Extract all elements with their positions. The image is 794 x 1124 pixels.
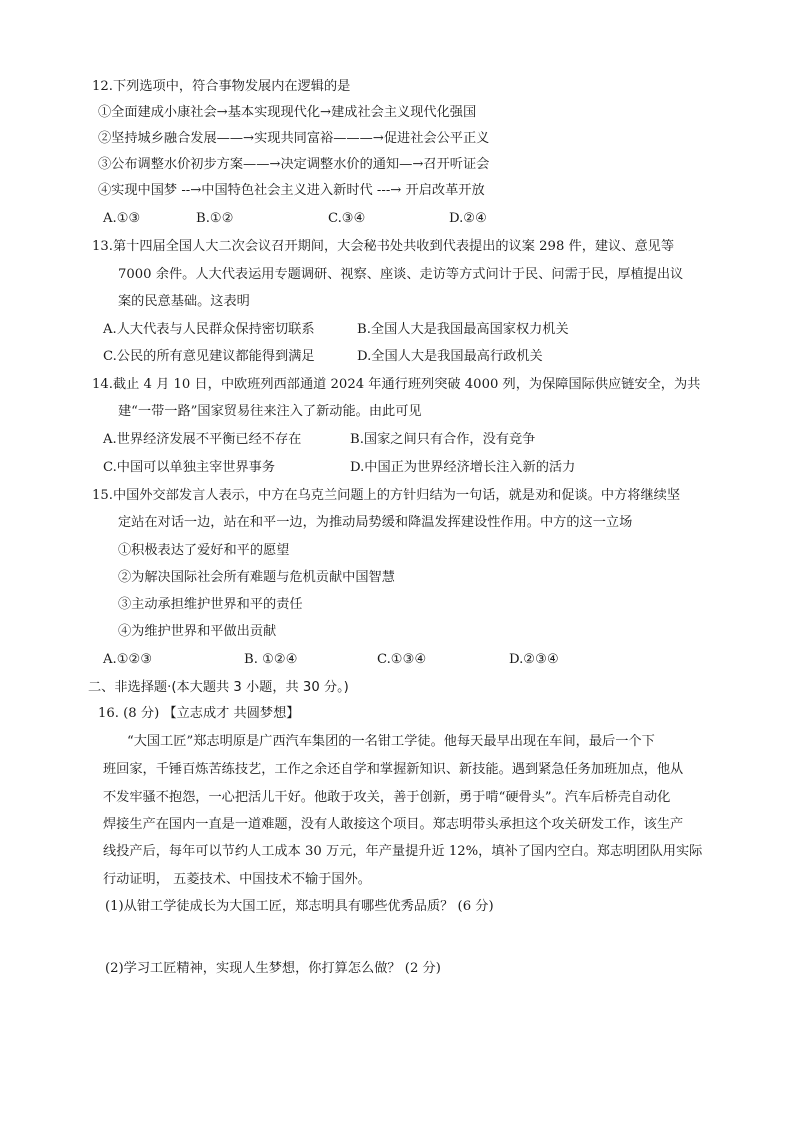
q14-stem-line-2: 建“一带一路”国家贸易往来注入了新动能。由此可见 [118, 404, 422, 419]
q13-option-b: B.全国人大是我国最高国家权力机关 [357, 322, 569, 337]
q16-passage-line-1: “大国工匠”郑志明原是广西汽车集团的一名钳工学徒。他每天最早出现在车间，最后一个下 [127, 734, 655, 749]
q12-item-2: ②坚持城乡融合发展——→实现共同富裕———→促进社会公平正义 [98, 131, 490, 146]
q16-subquestion-2: (2)学习工匠精神，实现人生梦想，你打算怎么做？ (2 分) [105, 961, 441, 976]
q13-stem-line-3: 案的民意基础。这表明 [118, 294, 250, 309]
q15-item-3: ③主动承担维护世界和平的责任 [118, 597, 303, 612]
q12-item-1: ①全面建成小康社会→基本实现现代化→建成社会主义现代化强国 [98, 105, 477, 120]
q14-option-d: D.中国正为世界经济增长注入新的活力 [350, 460, 576, 475]
q15-stem-line-1: 15.中国外交部发言人表示，中方在乌克兰问题上的方针归结为一句话，就是劝和促谈。中方将继续坚 [92, 488, 681, 503]
q13-option-c: C.公民的所有意见建议都能得到满足 [103, 349, 315, 364]
q15-option-b: B. ①②④ [244, 652, 298, 667]
q14-option-b: B.国家之间只有合作，没有竞争 [350, 432, 536, 447]
q13-stem-line-2: 7000 余件。人大代表运用专题调研、视察、座谈、走访等方式问计于民、问需于民，厚植提出议 [118, 267, 684, 282]
q15-item-4: ④为维护世界和平做出贡献 [118, 624, 277, 639]
q15-item-1: ①积极表达了爱好和平的愿望 [118, 543, 290, 558]
q15-option-c: C.①③④ [377, 652, 427, 667]
q14-option-c: C.中国可以单独主宰世界事务 [103, 460, 276, 475]
q14-option-a: A.世界经济发展不平衡已经不存在 [103, 432, 302, 447]
q13-stem-line-1: 13.第十四届全国人大二次会议召开期间，大会秘书处共收到代表提出的议案 298 件，建议、意见等 [92, 239, 675, 254]
q16-passage-line-6: 行动证明， 五菱技术、中国技术不输于国外。 [103, 872, 371, 887]
q13-option-a: A.人大代表与人民群众保持密切联系 [103, 322, 315, 337]
q12-option-b: B.①② [196, 211, 234, 226]
q15-option-d: D.②③④ [509, 652, 559, 667]
q12-item-3: ③公布调整水价初步方案——→决定调整水价的通知—→召开听证会 [98, 157, 490, 172]
q16-subquestion-1: (1)从钳工学徒成长为大国工匠，郑志明具有哪些优秀品质？ (6 分) [105, 899, 494, 914]
q15-stem-line-2: 定站在对话一边，站在和平一边，为推动局势缓和降温发挥建设性作用。中方的这一立场 [118, 515, 633, 530]
q15-option-a: A.①②③ [103, 652, 153, 667]
q16-passage-line-4: 焊接生产在国内一直是一道难题，没有人敢接这个项目。郑志明带头承担这个攻关研发工作，该生产 [103, 817, 684, 832]
q14-stem-line-1: 14.截止 4 月 10 日，中欧班列西部通道 2024 年通行班列突破 4000 列，为保障国际供应链安全，为共 [92, 377, 701, 392]
q12-option-d: D.②④ [449, 211, 487, 226]
q12-option-c: C.③④ [328, 211, 366, 226]
q12-option-a: A.①③ [103, 211, 141, 226]
q12-stem: 12.下列选项中，符合事物发展内在逻辑的是 [92, 79, 351, 94]
q15-item-2: ②为解决国际社会所有难题与危机贡献中国智慧 [118, 570, 395, 585]
q12-item-4: ④实现中国梦 --→中国特色社会主义进入新时代 ---→ 开启改革开放 [98, 183, 485, 198]
q13-option-d: D.全国人大是我国最高行政机关 [357, 349, 543, 364]
q16-header: 16. (8 分) 【立志成才 共圆梦想】 [98, 706, 300, 721]
q16-passage-line-2: 班回家，千锤百炼苦练技艺，工作之余还自学和掌握新知识、新技能。遇到紧急任务加班加点，他从 [103, 762, 684, 777]
q16-passage-line-5: 线投产后，每年可以节约人工成本 30 万元，年产量提升近 12%，填补了国内空白。郑志明团队用实际 [103, 844, 703, 859]
q16-passage-line-3: 不发牢骚不抱怨，一心把活儿干好。他敢于攻关，善于创新，勇于啃“硬骨头”。汽车后桥壳自动化 [103, 790, 671, 805]
section-2-title: 二、非选择题·(本大题共 3 小题，共 30 分。) [88, 680, 349, 695]
